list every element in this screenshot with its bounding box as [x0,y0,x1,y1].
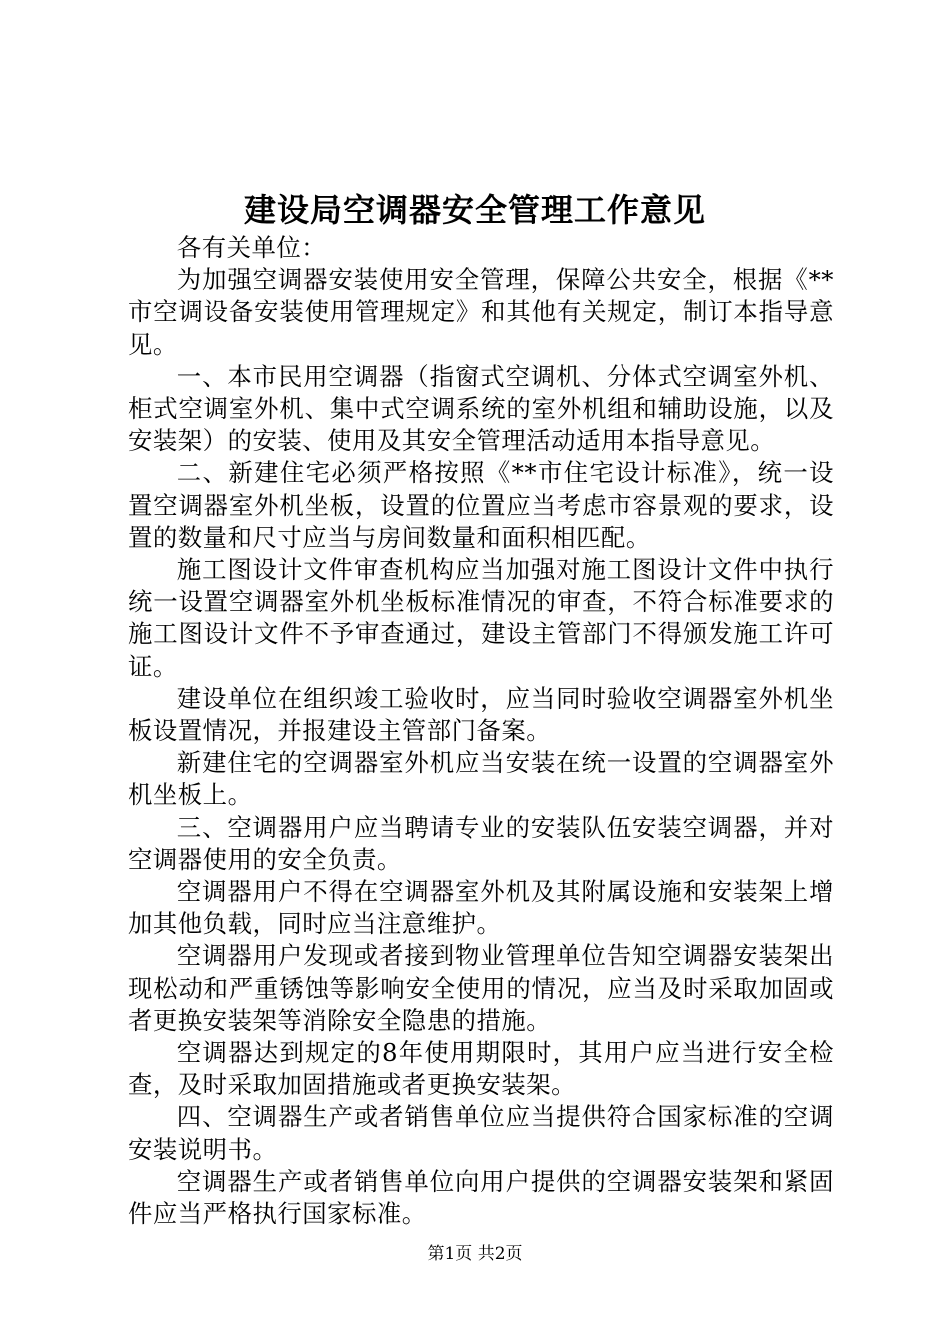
paragraph-standards: 空调器生产或者销售单位向用户提供的空调器安装架和紧固件应当严格执行国家标准。 [128,1166,834,1229]
paragraph-intro: 为加强空调器安装使用安全管理，保障公共安全，根据《**市空调设备安装使用管理规定》和其他有关规定，制订本指导意见。 [128,265,834,359]
paragraph-salutation: 各有关单位： [176,233,327,262]
paragraph-section-1: 一、本市民用空调器（指窗式空调机、分体式空调室外机、柜式空调室外机、集中式空调系统的室外机组和辅助设施，以及安装架）的安装、使用及其安全管理活动适用本指导意见。 [128,361,834,456]
paragraph-load: 空调器用户不得在空调器室外机及其附属设施和安装架上增加其他负载，同时应当注意维护。 [128,877,834,939]
paragraph-section-4: 四、空调器生产或者销售单位应当提供符合国家标准的空调安装说明书。 [128,1102,834,1164]
page-footer: 第1页 共2页 [427,1244,523,1264]
document-body [128,232,834,1230]
paragraph-acceptance: 建设单位在组织竣工验收时，应当同时验收空调器室外机坐板设置情况，并报建设主管部门备案。 [128,683,834,746]
paragraph-section-3: 三、空调器用户应当聘请专业的安装队伍安装空调器，并对空调器使用的安全负责。 [128,812,834,874]
document-title: 建设局空调器安全管理工作意见 [243,191,706,229]
paragraph-installation: 新建住宅的空调器室外机应当安装在统一设置的空调器室外机坐板上。 [128,748,834,810]
paragraph-maintenance: 空调器用户发现或者接到物业管理单位告知空调器安装架出现松动和严重锈蚀等影响安全使用的情况，应当及时采取加固或者更换安装架等消除安全隐患的措施。 [128,941,834,1035]
paragraph-inspection: 空调器达到规定的8年使用期限时，其用户应当进行安全检查，及时采取加固措施或者更换安装架。 [128,1038,834,1100]
paragraph-review: 施工图设计文件审查机构应当加强对施工图设计文件中执行统一设置空调器室外机坐板标准情况的审查，不符合标准要求的施工图设计文件不予审查通过，建设主管部门不得颁发施工许可证。 [128,555,834,681]
paragraph-section-2: 二、新建住宅必须严格按照《**市住宅设计标准》，统一设置空调器室外机坐板，设置的位置应当考虑市容景观的要求，设置的数量和尺寸应当与房间数量和面积相匹配。 [128,458,834,552]
